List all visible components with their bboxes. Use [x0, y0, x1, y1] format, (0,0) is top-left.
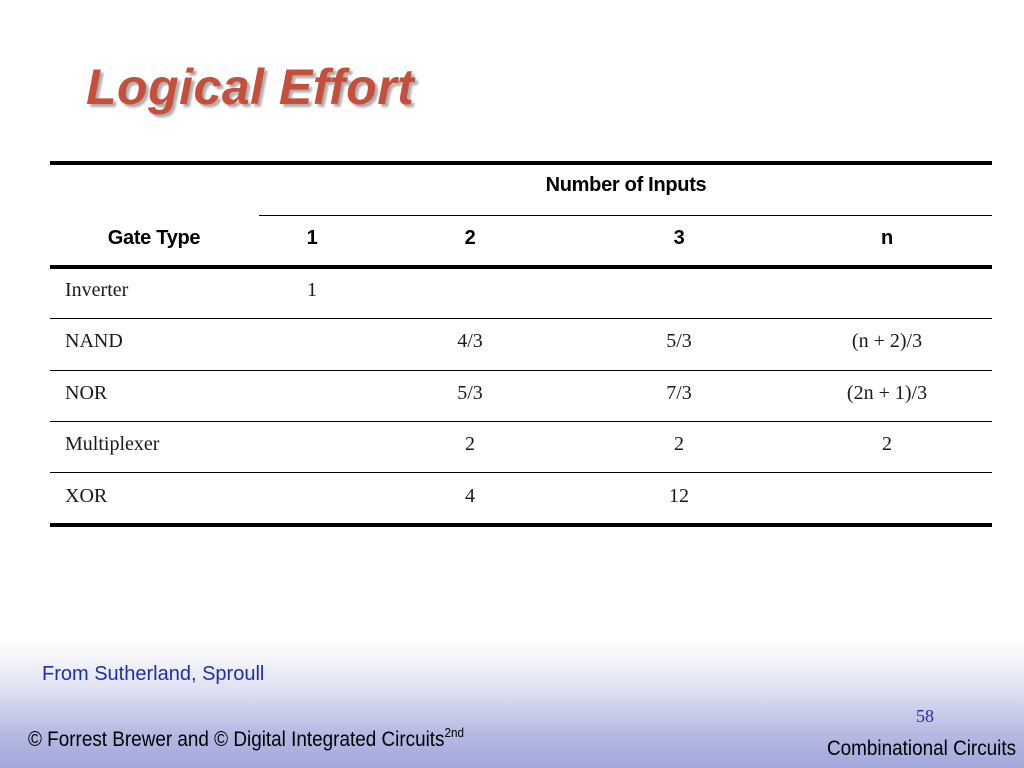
- table-cell: 4/3: [457, 330, 483, 352]
- column-header-1: 1: [306, 227, 318, 249]
- column-header-n: n: [881, 227, 893, 249]
- table-cell: 12: [669, 485, 689, 507]
- table-bottom-rule: [50, 523, 992, 527]
- table-cell: 2: [465, 433, 475, 455]
- page-number: 58: [916, 706, 934, 726]
- gate-type-header: Gate Type: [107, 227, 201, 249]
- row-divider: [50, 421, 992, 422]
- source-citation: From Sutherland, Sproull: [42, 663, 265, 685]
- table-cell: 4: [465, 485, 475, 507]
- table-row-gate: XOR: [65, 485, 108, 507]
- table-cell: 5/3: [457, 382, 483, 404]
- number-of-inputs-header: Number of Inputs: [545, 174, 707, 196]
- table-cell: 5/3: [666, 330, 692, 352]
- row-divider: [50, 370, 992, 371]
- edition-superscript: 2nd: [444, 725, 465, 740]
- table-row-gate: NAND: [65, 330, 123, 352]
- column-header-3: 3: [673, 227, 685, 249]
- footer-chapter-title: Combinational Circuits: [826, 737, 1016, 760]
- slide-title: Logical Effort: [86, 59, 415, 115]
- table-cell: 7/3: [666, 382, 692, 404]
- table-cell: 2: [674, 433, 684, 455]
- column-header-2: 2: [464, 227, 476, 249]
- table-cell: (n + 2)/3: [851, 330, 923, 352]
- footer-copyright: [28, 725, 465, 752]
- row-divider: [50, 318, 992, 319]
- row-divider: [50, 472, 992, 473]
- table-row-gate: Multiplexer: [65, 433, 160, 455]
- footer-copyright-text: © Forrest Brewer and © Digital Integrated Circuits: [28, 728, 445, 751]
- header-bottom-rule: [50, 265, 992, 269]
- table-cell: (2n + 1)/3: [846, 382, 928, 404]
- table-cell: 2: [882, 433, 892, 455]
- table-top-rule: [50, 161, 992, 165]
- table-row-gate: NOR: [65, 382, 108, 404]
- table-cell: 1: [307, 279, 317, 301]
- inputs-header-rule: [259, 215, 992, 216]
- table-row-gate: Inverter: [65, 279, 129, 301]
